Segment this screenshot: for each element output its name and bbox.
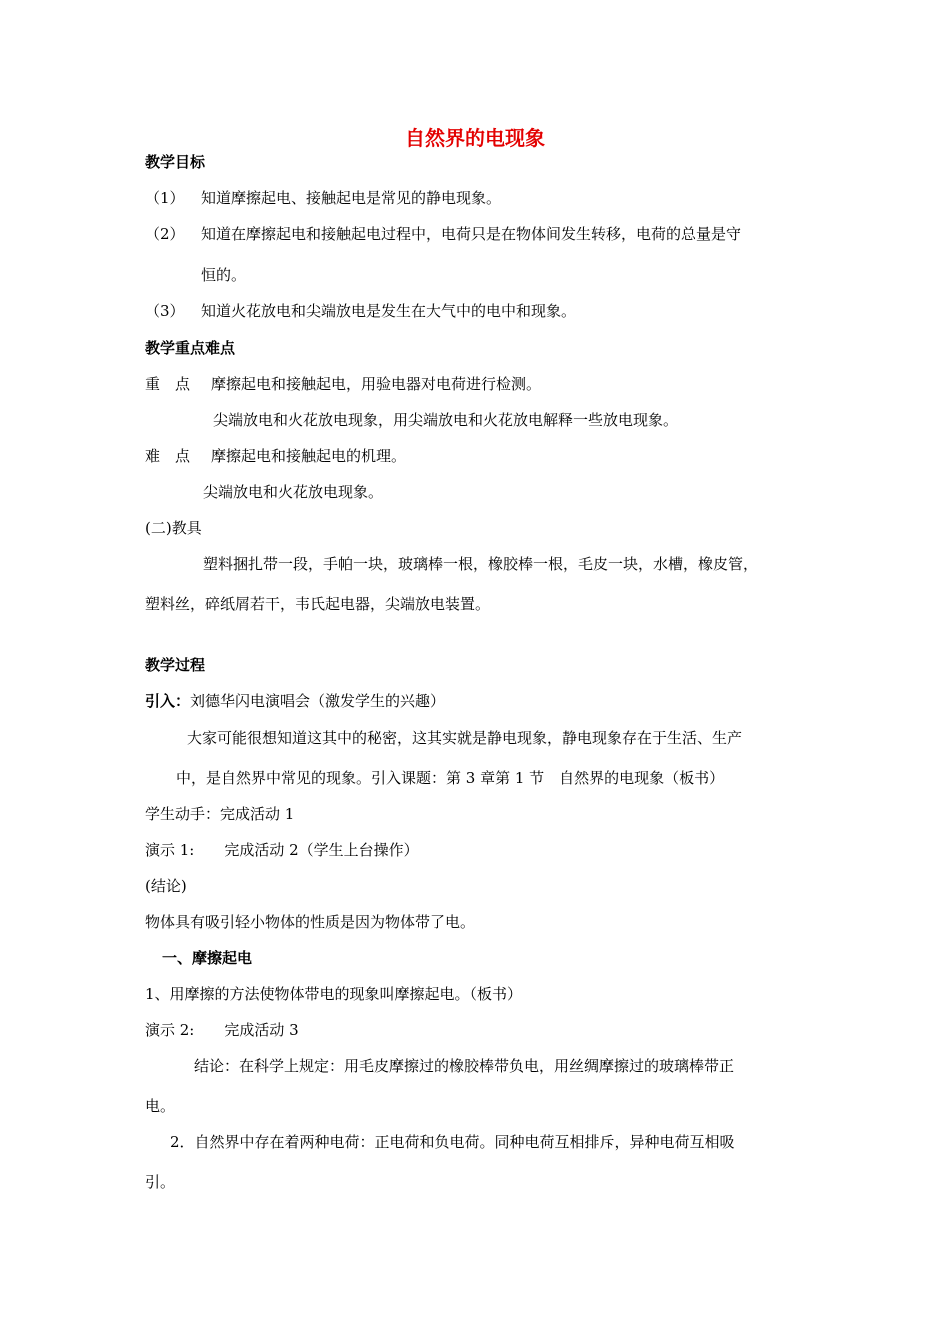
conclusion-text: 物体具有吸引轻小物体的性质是因为物体带了电。 [145, 913, 476, 931]
paragraph-1-line-2: 中，是自然界中常见的现象。引入课题：第 3 章第 1 节 自然界的电现象（板书） [176, 769, 725, 787]
intro-text: 刘德华闪电演唱会（激发学生的兴趣） [190, 692, 446, 710]
difficulty-text: 摩擦起电和接触起电的机理。 [211, 447, 407, 465]
objective-number: （2） [145, 225, 185, 243]
paragraph-1-line-1: 大家可能很想知道这其中的秘密，这其实就是静电现象，静电现象存在于生活、生产 [187, 729, 743, 747]
conclusion-label: (结论) [145, 877, 187, 895]
objective-item-2-continuation: 恒的。 [201, 266, 247, 284]
key-point-text: 摩擦起电和接触起电，用验电器对电荷进行检测。 [211, 375, 542, 393]
objective-item-2 [145, 224, 741, 244]
objective-text: 知道摩擦起电、接触起电是常见的静电现象。 [201, 189, 502, 207]
keypoints-heading: 教学重点难点 [145, 339, 236, 357]
key-point-line [145, 374, 541, 394]
conclusion-2-line-1: 结论：在科学上规定：用毛皮摩擦过的橡胶棒带负电，用丝绸摩擦过的玻璃棒带正 [194, 1057, 735, 1075]
student-activity: 学生动手：完成活动 1 [145, 805, 295, 823]
tools-heading: (二)教具 [145, 519, 202, 537]
objectives-heading: 教学目标 [145, 153, 206, 171]
item-2-line-1: 2．自然界中存在着两种电荷：正电荷和负电荷。同种电荷互相排斥，异种电荷互相吸 [170, 1133, 735, 1151]
objective-text: 知道火花放电和尖端放电是发生在大气中的电中和现象。 [201, 302, 577, 320]
tools-line-1: 塑料捆扎带一段，手帕一块，玻璃棒一根，橡胶棒一根，毛皮一块，水槽，橡皮管， [203, 555, 759, 573]
difficulty-line [145, 446, 406, 466]
objective-item-3 [145, 301, 576, 321]
objective-item-1 [145, 188, 501, 208]
page-title: 自然界的电现象 [405, 126, 545, 150]
section-1-heading: 一、摩擦起电 [162, 949, 253, 967]
demo-1: 演示 1: 完成活动 2（学生上台操作） [145, 841, 419, 859]
key-point-line-2: 尖端放电和火花放电现象，用尖端放电和火花放电解释一些放电现象。 [213, 411, 679, 429]
item-1: 1、用摩擦的方法使物体带电的现象叫摩擦起电。（板书） [145, 985, 523, 1003]
demo-2: 演示 2: 完成活动 3 [145, 1021, 299, 1039]
key-point-label: 重 点 [145, 375, 191, 393]
objective-number: （3） [145, 302, 185, 320]
intro-label: 引入： [145, 692, 191, 710]
intro-line [145, 691, 445, 711]
difficulty-line-2: 尖端放电和火花放电现象。 [203, 483, 384, 501]
tools-line-2: 塑料丝，碎纸屑若干，韦氏起电器，尖端放电装置。 [145, 595, 491, 613]
conclusion-2-line-2: 电。 [145, 1097, 176, 1115]
process-heading: 教学过程 [145, 656, 206, 674]
objective-text: 知道在摩擦起电和接触起电过程中，电荷只是在物体间发生转移，电荷的总量是守 [201, 225, 742, 243]
difficulty-label: 难 点 [145, 447, 191, 465]
item-2-line-2: 引。 [145, 1173, 176, 1191]
objective-number: （1） [145, 189, 185, 207]
